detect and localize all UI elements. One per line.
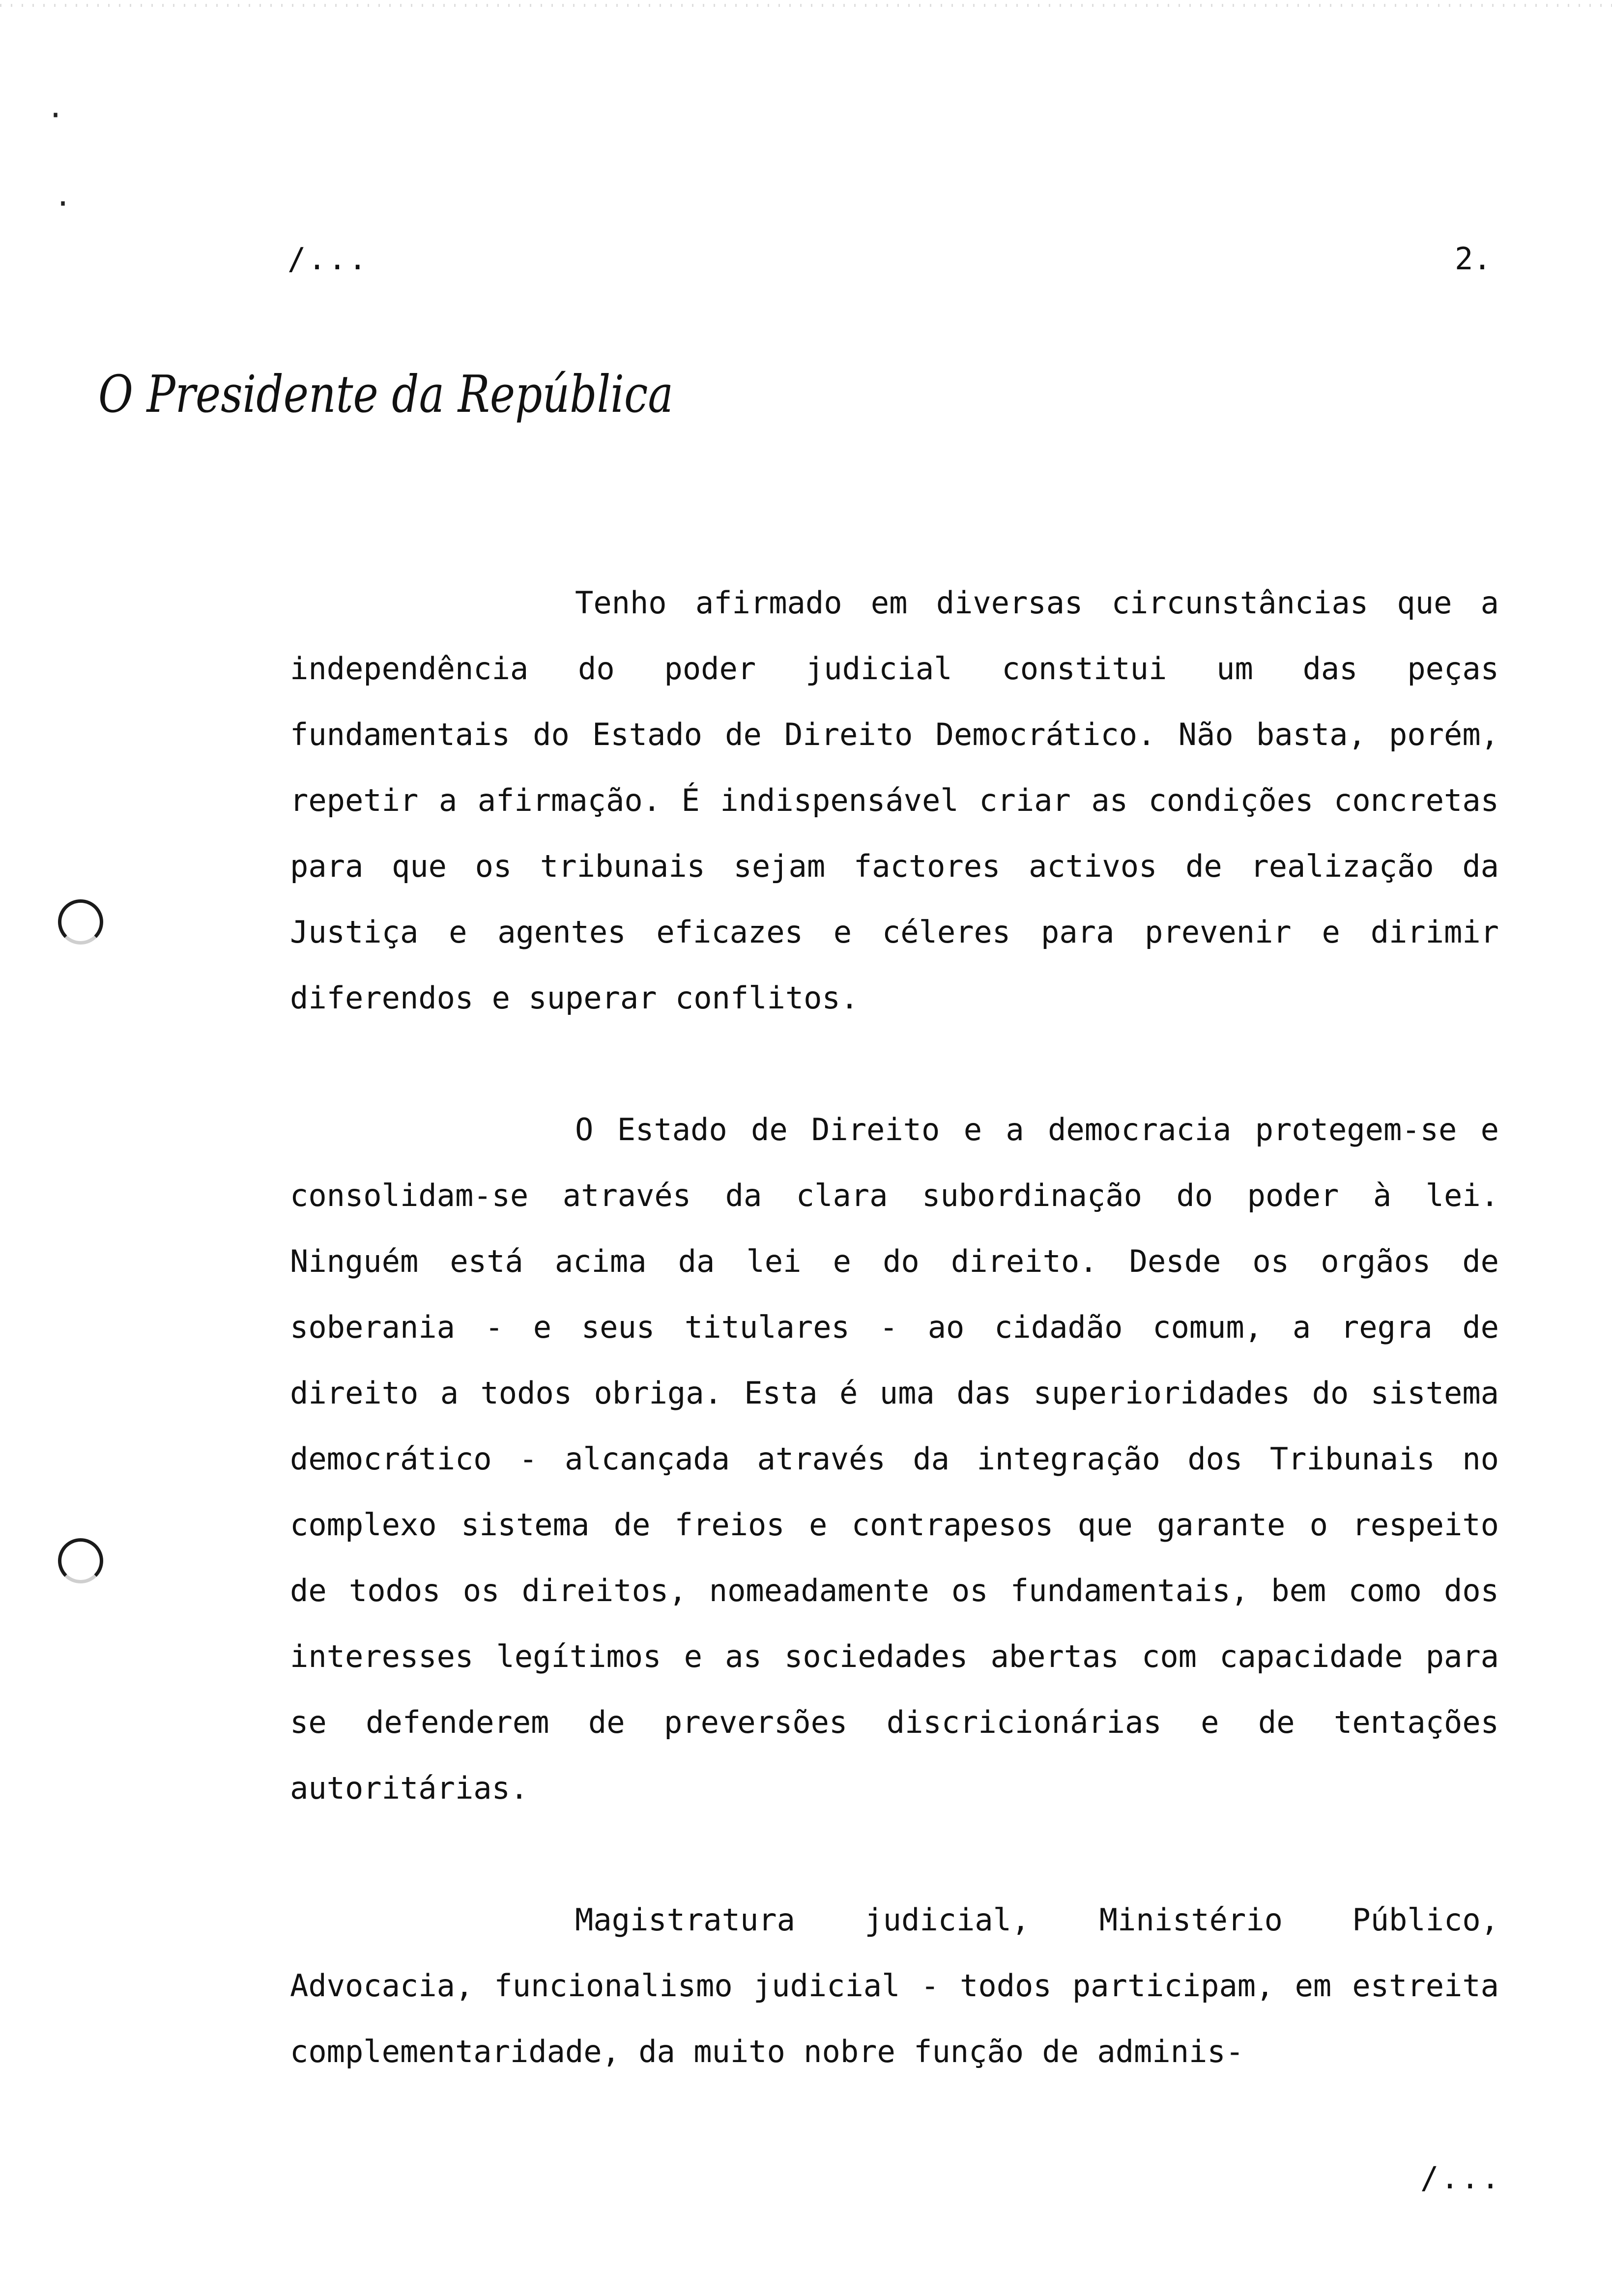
paragraph-2: O Estado de Direito e a democracia protegem-se e consolidam-se através da clara subordinação do poder à lei. Ninguém está acima da lei e do direito. Desde os orgãos de soberania - e seus titulares - ao cidadão comum, a regra de direito a todos obriga. Esta é uma das superioridades do sistema democrático - alcançada através da integração dos Tribunais no complexo sistema de freios e contrapesos que garante o respeito de todos os direitos, nomeadamente os fundamentais, bem como dos interesses legítimos e as sociedades abertas com capacidade para se defenderem de preversões discricionárias e de tentações autoritárias. — [290, 1112, 1499, 1806]
paragraph-3: Magistratura judicial, Ministério Público, Advocacia, funcionalismo judicial - todos participam, em estreita complementaridade, da muito nobre função de adminis- — [290, 1902, 1499, 2069]
punch-hole — [58, 899, 103, 945]
scan-speck: · — [54, 187, 72, 221]
paragraph-1: Tenho afirmado em diversas circunstâncias que a independência do poder judicial constitui um das peças fundamentais do Estado de Direito Democrático. Não basta, porém, repetir a afirmação. É indispensável criar as condições concretas para que os tribunais sejam factores activos de realização da Justiça e agentes eficazes e céleres para prevenir e dirimir diferendos e superar conflitos. — [290, 585, 1499, 1016]
scan-speck: · — [47, 98, 65, 133]
continuation-mark-top: /... — [288, 241, 369, 277]
scan-edge-artifact — [0, 4, 1612, 7]
letterhead-script — [93, 354, 683, 432]
continuation-mark-bottom: /... — [1420, 2160, 1502, 2196]
punch-hole — [58, 1538, 103, 1583]
letterhead-text: O Presidente da República — [98, 364, 673, 424]
document-body — [290, 570, 1499, 2085]
page-number: 2. — [1455, 241, 1492, 277]
